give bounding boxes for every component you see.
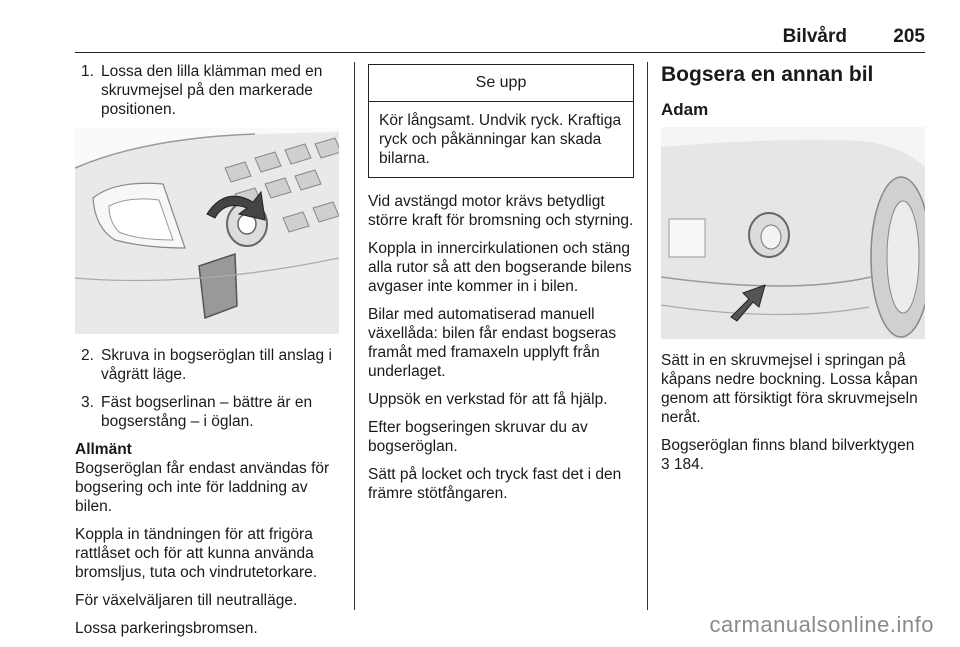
step-text: Skruva in bogseröglan till anslag i vågrätt läge.: [101, 347, 332, 383]
rear-bumper-illustration: [661, 127, 925, 339]
section-title: Bilvård: [782, 26, 847, 47]
general-heading: Allmänt: [75, 441, 132, 458]
model-subheading: Adam: [661, 100, 709, 119]
paragraph: [661, 436, 927, 474]
step-text: Lossa den lilla klämman med en skruvmejsel på den markerade positionen.: [101, 63, 323, 118]
step-number: 2.: [81, 347, 94, 364]
list-item: [75, 393, 343, 431]
paragraph: Koppla in innercirkulationen och stäng alla rutor så att den bogserande bilens avgaser inte kommer in i bilen.: [368, 240, 632, 295]
paragraph: För växelväljaren till neutralläge.: [75, 592, 298, 609]
page-reference-arrow-icon: 3: [661, 456, 670, 473]
list-item: [75, 346, 343, 384]
page-reference[interactable]: 184.: [669, 456, 705, 473]
column-3: [661, 62, 927, 483]
column-divider: [647, 62, 648, 610]
page-header: [75, 0, 925, 53]
paragraph-text: Bogseröglan finns bland bilverktygen: [661, 437, 915, 454]
paragraph: Efter bogseringen skruvar du av bogseröglan.: [368, 419, 588, 455]
step-text: Fäst bogserlinan – bättre är en bogserstång – i öglan.: [101, 394, 313, 430]
paragraph: Vid avstängd motor krävs betydligt större kraft för bromsning och styrning.: [368, 193, 634, 229]
step-number: 3.: [81, 394, 94, 411]
column-1: [75, 62, 343, 647]
paragraph: Koppla in tändningen för att frigöra rattlåset och för att kunna använda bromsljus, tuta och vindrutetorkare.: [75, 526, 318, 581]
column-divider: [354, 62, 355, 610]
paragraph: Bogseröglan får endast användas för bogsering och inte för laddning av bilen.: [75, 460, 330, 515]
paragraph: Sätt på locket och tryck fast det i den främre stötfångaren.: [368, 466, 622, 502]
step-number: 1.: [81, 63, 94, 80]
warning-title: Se upp: [369, 65, 633, 102]
paragraph: Uppsök en verkstad för att få hjälp.: [368, 391, 608, 408]
warning-text: Kör långsamt. Undvik ryck. Kraftiga ryck och påkänningar kan skada bilarna.: [379, 112, 622, 167]
watermark: carmanualsonline.info: [709, 612, 934, 637]
front-bumper-illustration: [75, 128, 339, 334]
warning-box: [368, 64, 634, 178]
page-number: 205: [893, 26, 925, 47]
paragraph: Bilar med automatiserad manuell växellåda: bilen får endast bogseras framåt med framaxeln upplyft från underlaget.: [368, 306, 617, 380]
column-2: [368, 62, 634, 512]
section-heading: Bogsera en annan bil: [661, 63, 874, 86]
paragraph: Lossa parkeringsbromsen.: [75, 620, 258, 637]
list-item: [75, 62, 343, 119]
paragraph: Sätt in en skruvmejsel i springan på kåpans nedre bockning. Lossa kåpan genom att försiktigt föra skruvmejseln neråt.: [661, 352, 918, 426]
